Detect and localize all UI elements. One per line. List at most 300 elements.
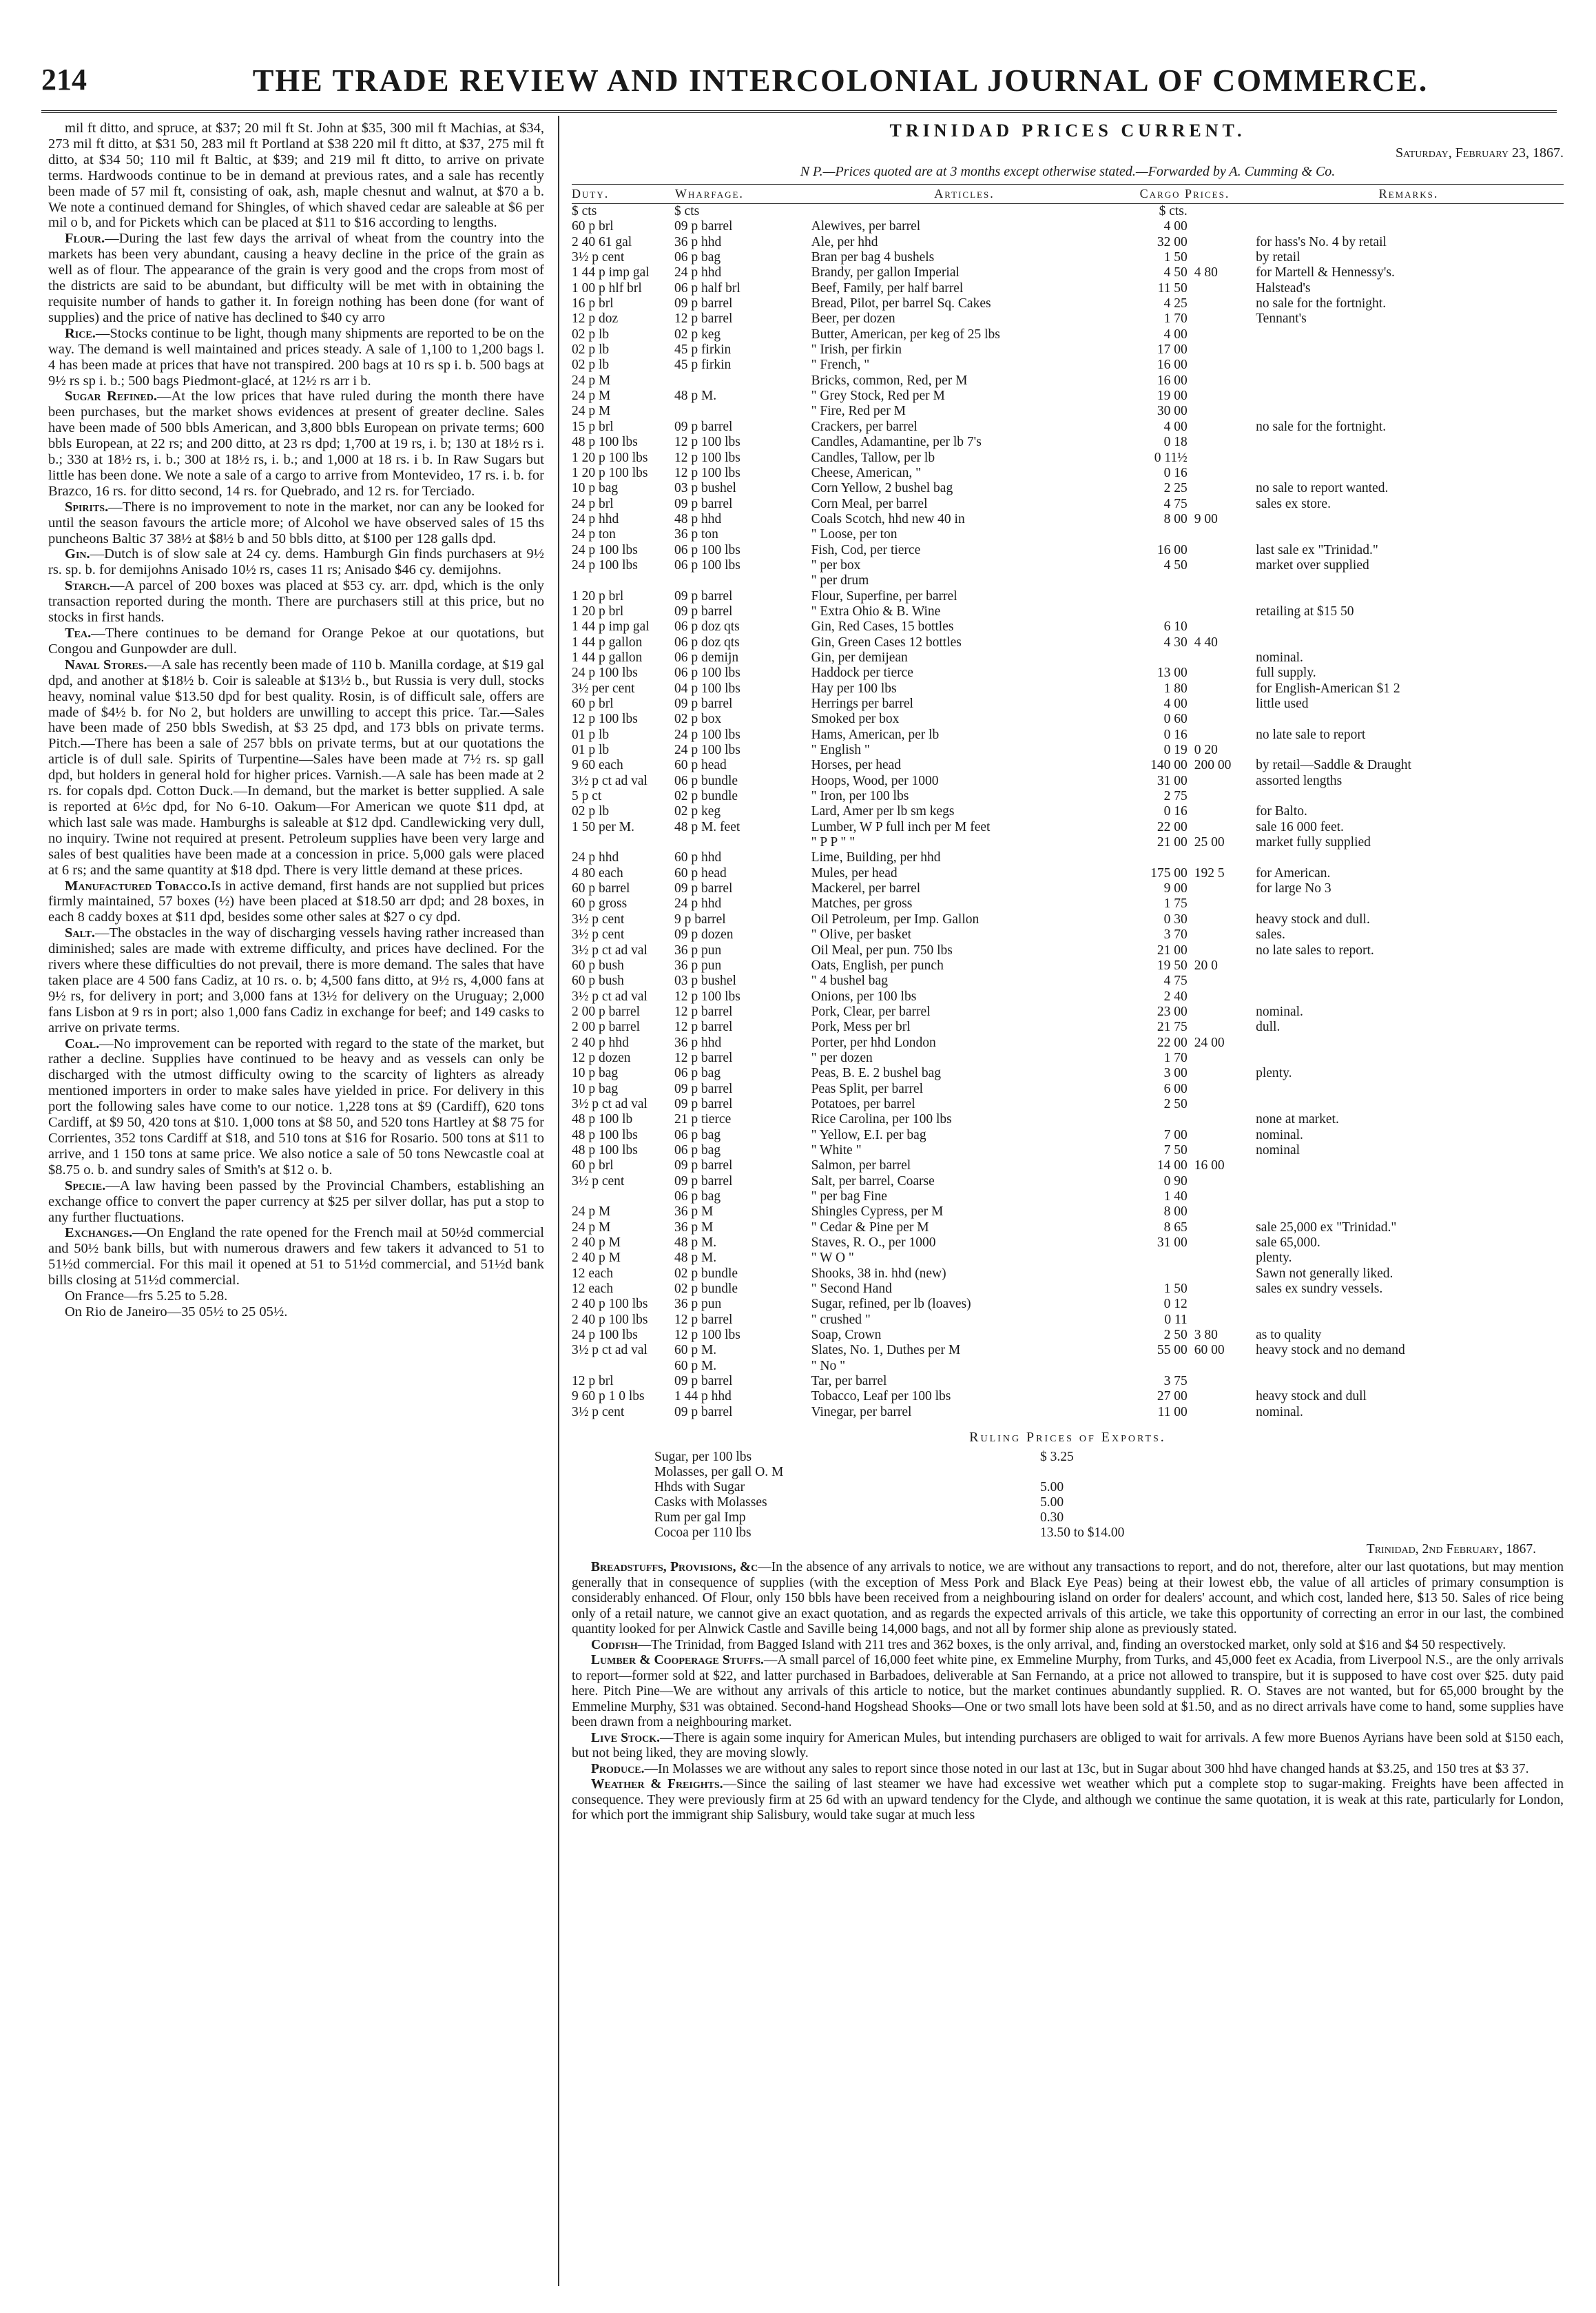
duty-cell: 24 p M	[572, 1204, 611, 1220]
duty-cell: 2 40 p hhd	[572, 1035, 629, 1050]
article-cell: Oats, English, per punch	[811, 958, 944, 973]
remarks-cell: sale 16 000 feet.	[1256, 819, 1344, 834]
remarks-cell	[1256, 1204, 1564, 1220]
cargo-price-cell: 4 30	[1163, 635, 1188, 650]
table-row	[572, 681, 1564, 697]
remarks-cell: last sale ex "Trinidad."	[1256, 542, 1378, 557]
remarks-cell	[1256, 712, 1564, 727]
paragraph-lead: Lumber & Cooperage Stuffs.	[591, 1653, 764, 1668]
wharfage-cell: 60 p hhd	[674, 850, 722, 865]
article-cell: Fish, Cod, per tierce	[811, 542, 921, 557]
wharfage-cell: 09 p barrel	[674, 219, 733, 234]
wharfage-cell: 36 p M	[674, 1220, 714, 1235]
table-row	[572, 666, 1564, 681]
remarks-cell	[1256, 451, 1564, 466]
wharfage-cell: 12 p 100 lbs	[674, 450, 740, 465]
paragraph-text: —A law having been passed by the Provincial Chambers, establishing an exchange office to convert the paper currency at $25 per silver dollar, has put a stop to any further fluctuations.	[48, 1178, 544, 1225]
wharfage-cell: 06 p bag	[674, 1142, 721, 1158]
remarks-cell: full supply.	[1256, 666, 1316, 681]
cargo-price-high-cell	[1194, 1389, 1256, 1404]
paragraph-lead: Specie.	[65, 1178, 106, 1193]
cargo-price-high-cell	[1194, 820, 1256, 835]
article-cell: Shingles Cypress, per M	[811, 1204, 944, 1220]
remarks-cell	[1256, 1158, 1564, 1173]
cargo-price-cell	[1112, 573, 1194, 588]
wharfage-cell: 09 p barrel	[674, 1173, 733, 1189]
remarks-cell: nominal	[1256, 1142, 1300, 1158]
cargo-price-cell	[1112, 604, 1194, 619]
duty-cell: 10 p bag	[572, 481, 619, 496]
cargo-price-cell: 1 70	[1163, 1050, 1188, 1065]
remarks-cell: sale 25,000 ex "Trinidad."	[1256, 1220, 1397, 1235]
remarks-cell	[1256, 1097, 1564, 1112]
cargo-price-high-cell: 200 00	[1194, 758, 1232, 773]
export-price-row	[654, 1510, 1564, 1525]
duty-cell: 01 p lb	[572, 727, 610, 742]
cargo-price-cell: 4 00	[1163, 327, 1188, 342]
cargo-price-cell: 55 00	[1157, 1343, 1188, 1358]
table-row	[572, 1082, 1564, 1097]
article-cell: Potatoes, per barrel	[811, 1096, 915, 1111]
prices-current-date: Saturday, February 23, 1867.	[1396, 145, 1564, 161]
unit-wharfage: $ cts	[674, 204, 700, 218]
duty-cell: 2 40 p M	[572, 1235, 621, 1251]
table-row	[572, 743, 1564, 758]
article-cell: Bricks, common, Red, per M	[811, 373, 968, 388]
table-row	[572, 650, 1564, 666]
duty-cell: 3½ p ct ad val	[572, 989, 647, 1004]
wharfage-cell: 24 p 100 lbs	[674, 743, 740, 758]
article-cell: Cheese, American, "	[811, 465, 922, 480]
article-cell: " Loose, per ton	[811, 527, 898, 542]
article-cell: " P P " "	[811, 835, 856, 850]
cargo-price-cell: 6 00	[1163, 1081, 1188, 1096]
paragraph-lead: Coal.	[65, 1036, 100, 1051]
article-cell: Pork, Mess per brl	[811, 1020, 911, 1035]
duty-cell: 2 00 p barrel	[572, 1020, 641, 1035]
table-row	[572, 1313, 1564, 1328]
table-row	[572, 1374, 1564, 1389]
duty-cell: 60 p bush	[572, 974, 624, 989]
cargo-price-high-cell	[1194, 681, 1256, 697]
table-row	[572, 373, 1564, 389]
paragraph-lead: Sugar Refined.	[65, 389, 157, 404]
duty-cell: 3½ per cent	[572, 681, 635, 696]
units-row	[572, 204, 1564, 219]
cargo-price-high-cell	[1194, 1128, 1256, 1143]
article-cell: " per drum	[811, 573, 869, 588]
cargo-price-cell: 3 00	[1163, 1066, 1188, 1081]
remarks-cell	[1256, 466, 1564, 481]
cargo-price-high-cell	[1194, 235, 1256, 250]
table-row	[572, 1389, 1564, 1404]
column-divider	[558, 116, 559, 2286]
cargo-price-cell: 16 00	[1157, 358, 1188, 373]
remarks-cell	[1256, 1189, 1564, 1204]
wharfage-cell: 06 p bag	[674, 250, 721, 265]
duty-cell: 1 00 p hlf brl	[572, 280, 642, 296]
cargo-price-cell: 11 50	[1157, 280, 1188, 296]
table-row	[572, 451, 1564, 466]
duty-cell: 12 each	[572, 1282, 614, 1297]
article-cell: Lime, Building, per hhd	[811, 850, 941, 865]
article-cell: Tobacco, Leaf per 100 lbs	[811, 1389, 951, 1404]
export-item: Molasses, per gall O. M	[654, 1465, 784, 1480]
article-cell: Hay per 100 lbs	[811, 681, 897, 696]
remarks-cell	[1256, 958, 1564, 974]
left-column-market-report	[48, 121, 544, 1320]
prices-table-body	[572, 219, 1564, 1420]
cargo-price-cell	[1112, 1251, 1194, 1266]
article-cell: " crushed "	[811, 1312, 871, 1327]
duty-cell: 24 p hhd	[572, 511, 619, 526]
cargo-price-cell: 0 16	[1163, 465, 1188, 480]
report-paragraph	[48, 326, 544, 389]
table-row	[572, 527, 1564, 542]
wharfage-cell: 12 p barrel	[674, 1050, 733, 1065]
cargo-price-cell: 16 00	[1157, 373, 1188, 388]
paragraph-lead: Salt.	[65, 925, 96, 941]
article-cell: Salmon, per barrel	[811, 1158, 911, 1173]
article-cell: Alewives, per barrel	[811, 219, 921, 234]
column-header-articles: Articles.	[934, 187, 995, 201]
duty-cell	[572, 1189, 674, 1204]
cargo-price-high-cell	[1194, 250, 1256, 265]
duty-cell: 1 50 per M.	[572, 819, 634, 834]
table-row	[572, 712, 1564, 727]
article-cell: Mules, per head	[811, 865, 898, 881]
table-row	[572, 1220, 1564, 1235]
wharfage-cell: 06 p doz qts	[674, 619, 740, 635]
wharfage-cell: 09 p barrel	[674, 296, 733, 311]
duty-cell: 3½ p cent	[572, 927, 625, 943]
prices-current-note: N P.—Prices quoted are at 3 months except otherwise stated.—Forwarded by A. Cumming & Co.	[800, 164, 1336, 179]
duty-cell: 2 40 61 gal	[572, 234, 632, 249]
export-price-row	[654, 1495, 1564, 1510]
remarks-cell: dull.	[1256, 1020, 1281, 1035]
paragraph-text: —The Trinidad, from Bagged Island with 211 tres and 362 boxes, is the only arrival, and, finding an overstocked market, only sold at $16 and $4 50 respectively.	[637, 1637, 1506, 1652]
column-header-duty: Duty.	[572, 187, 610, 201]
article-cell: Gin, per demijean	[811, 650, 908, 665]
cargo-price-high-cell	[1194, 1220, 1256, 1235]
cargo-price-high-cell: 20 0	[1194, 958, 1218, 973]
cargo-price-high-cell	[1194, 589, 1256, 604]
cargo-price-high-cell	[1194, 774, 1256, 789]
cargo-price-high-cell	[1194, 804, 1256, 819]
remarks-cell: no late sales to report.	[1256, 943, 1374, 958]
article-cell: Oil Petroleum, per Imp. Gallon	[811, 912, 980, 927]
cargo-price-high-cell	[1194, 311, 1256, 327]
wharfage-cell: 02 p keg	[674, 804, 721, 819]
duty-cell: 24 p brl	[572, 496, 614, 511]
duty-cell: 1 20 p 100 lbs	[572, 465, 648, 480]
cargo-price-cell: 175 00	[1150, 865, 1188, 881]
wharfage-cell: 06 p 100 lbs	[674, 666, 740, 681]
wharfage-cell: 60 p head	[674, 758, 727, 773]
remarks-cell	[1256, 1313, 1564, 1328]
remarks-cell: nominal.	[1256, 1404, 1303, 1419]
table-row	[572, 1097, 1564, 1112]
table-row	[572, 728, 1564, 743]
ruling-prices-list	[572, 1450, 1564, 1541]
export-price-row	[654, 1525, 1564, 1541]
unit-cargo: $ cts.	[1159, 204, 1188, 218]
remarks-cell	[1256, 435, 1564, 450]
cargo-price-cell: 0 60	[1163, 712, 1188, 727]
header-rule	[41, 110, 1557, 113]
paragraph-text: —Dutch is of slow sale at 24 cy. dems. Hamburgh Gin finds purchasers at 9½ rs. sp. b. for demijohns Anisado 10½ rs, cases 11 rs; Anisado $46 cy. demijohns.	[48, 546, 544, 578]
paragraph-lead: Produce.	[591, 1761, 645, 1776]
cargo-price-cell: 19 00	[1157, 389, 1188, 404]
duty-cell: 60 p brl	[572, 219, 614, 234]
table-row	[572, 1282, 1564, 1297]
cargo-price-cell: 4 50	[1163, 265, 1188, 280]
cargo-price-high-cell	[1194, 850, 1256, 865]
duty-cell: 12 p 100 lbs	[572, 712, 638, 727]
report-paragraph	[48, 500, 544, 547]
duty-cell	[572, 835, 674, 850]
cargo-price-cell: 140 00	[1150, 758, 1188, 773]
cargo-price-high-cell	[1194, 896, 1256, 912]
paragraph-lead: Gin.	[65, 546, 90, 562]
remarks-cell	[1256, 527, 1564, 542]
remarks-cell: assorted lengths	[1256, 773, 1343, 788]
cargo-price-high-cell: 3 80	[1194, 1328, 1218, 1343]
table-row	[572, 435, 1564, 450]
cargo-price-cell: 14 00	[1157, 1158, 1188, 1173]
table-row	[572, 989, 1564, 1005]
table-row	[572, 912, 1564, 927]
duty-cell	[572, 1359, 674, 1374]
table-row	[572, 1359, 1564, 1374]
wharfage-cell	[674, 835, 811, 850]
paragraph-lead: Weather & Freights.	[591, 1777, 723, 1792]
wharfage-cell: 12 p 100 lbs	[674, 435, 740, 450]
article-cell: Bread, Pilot, per barrel Sq. Cakes	[811, 296, 991, 311]
cargo-price-cell: 4 00	[1163, 419, 1188, 434]
table-row	[572, 927, 1564, 943]
cargo-price-cell	[1112, 1359, 1194, 1374]
duty-cell: 24 p 100 lbs	[572, 1328, 638, 1343]
export-price: 13.50 to $14.00	[1040, 1525, 1125, 1541]
cargo-price-high-cell	[1194, 1266, 1256, 1282]
paragraph-lead: Flour.	[65, 231, 105, 247]
table-row	[572, 512, 1564, 527]
cargo-price-high-cell: 4 40	[1194, 635, 1218, 650]
duty-cell: 3½ p cent	[572, 250, 625, 265]
article-cell: Lumber, W P full inch per M feet	[811, 819, 991, 834]
export-item: Hhds with Sugar	[654, 1480, 745, 1495]
wharfage-cell: 36 p hhd	[674, 1035, 722, 1050]
article-cell: Slates, No. 1, Duthes per M	[811, 1343, 961, 1358]
table-row	[572, 404, 1564, 419]
cargo-price-cell: 2 40	[1163, 989, 1188, 1004]
table-row	[572, 697, 1564, 712]
table-row	[572, 327, 1564, 342]
wharfage-cell: 09 p barrel	[674, 496, 733, 511]
wharfage-cell: 36 p ton	[674, 527, 718, 542]
cargo-price-cell: 0 11	[1164, 1312, 1188, 1327]
remarks-cell: heavy stock and dull	[1256, 1389, 1367, 1404]
article-cell: " per bag Fine	[811, 1189, 887, 1204]
cargo-price-cell: 7 00	[1163, 1127, 1188, 1142]
cargo-price-high-cell	[1194, 389, 1256, 404]
cargo-price-cell	[1112, 589, 1194, 604]
duty-cell: 24 p hhd	[572, 850, 619, 865]
cargo-price-high-cell	[1194, 943, 1256, 958]
duty-cell: 01 p lb	[572, 743, 610, 758]
remarks-cell: retailing at $15 50	[1256, 604, 1354, 619]
cargo-price-cell: 2 50	[1163, 1096, 1188, 1111]
export-price	[1040, 1465, 1219, 1480]
cargo-price-cell: 2 75	[1163, 789, 1188, 804]
remarks-cell: heavy stock and dull.	[1256, 912, 1370, 927]
article-cell: " Yellow, E.I. per bag	[811, 1127, 926, 1142]
cargo-price-high-cell	[1194, 912, 1256, 927]
cargo-price-high-cell	[1194, 1282, 1256, 1297]
wharfage-cell: 48 p M.	[674, 1251, 717, 1266]
wharfage-cell: 09 p barrel	[674, 1374, 733, 1389]
duty-cell: 48 p 100 lb	[572, 1112, 633, 1127]
report-paragraph	[48, 1288, 544, 1304]
wharfage-cell: 48 p hhd	[674, 511, 722, 526]
wharfage-cell: 36 p M	[674, 1204, 714, 1220]
cargo-price-high-cell	[1194, 1405, 1256, 1420]
wharfage-cell: 24 p hhd	[674, 896, 722, 912]
paragraph-text: On Rio de Janeiro—35 05½ to 25 05½.	[65, 1304, 288, 1319]
remarks-cell: nominal.	[1256, 1127, 1303, 1142]
remarks-cell	[1256, 850, 1564, 865]
wharfage-cell: 02 p box	[674, 712, 722, 727]
article-cell: " Extra Ohio & B. Wine	[811, 604, 941, 619]
duty-cell: 60 p bush	[572, 958, 624, 973]
cargo-price-high-cell	[1194, 435, 1256, 450]
duty-cell: 60 p brl	[572, 1158, 614, 1173]
wharfage-cell: 06 p bag	[674, 1189, 721, 1204]
article-cell: Mackerel, per barrel	[811, 881, 921, 896]
table-row	[572, 573, 1564, 588]
duty-cell: 24 p M	[572, 1220, 611, 1235]
table-row	[572, 604, 1564, 619]
remarks-cell	[1256, 404, 1564, 419]
paragraph-text: On France—frs 5.25 to 5.28.	[65, 1288, 228, 1304]
column-header-cargo-prices: Cargo Prices.	[1139, 187, 1230, 201]
wharfage-cell: 02 p bundle	[674, 789, 738, 804]
article-cell: Tar, per barrel	[811, 1374, 887, 1389]
report-paragraph	[48, 878, 544, 926]
table-row	[572, 420, 1564, 435]
table-row	[572, 1128, 1564, 1143]
duty-cell: 3½ p cent	[572, 912, 625, 927]
wharfage-cell: 04 p 100 lbs	[674, 681, 740, 696]
duty-cell: 15 p brl	[572, 419, 614, 434]
cargo-price-cell: 31 00	[1157, 1235, 1188, 1251]
remarks-cell	[1256, 512, 1564, 527]
cargo-price-high-cell	[1194, 1097, 1256, 1112]
duty-cell	[572, 573, 674, 588]
cargo-price-high-cell: 192 5	[1194, 865, 1225, 881]
cargo-price-high-cell: 24 00	[1194, 1035, 1225, 1050]
cargo-price-cell: 17 00	[1157, 342, 1188, 358]
cargo-price-high-cell	[1194, 989, 1256, 1005]
duty-cell: 2 00 p barrel	[572, 1004, 641, 1019]
article-cell: " No "	[811, 1358, 846, 1373]
cargo-price-high-cell	[1194, 327, 1256, 342]
paragraph-text: —In Molasses we are without any sales to report since those noted in our last at 13c, but in Sugar about 300 hhd have changed hands at $3.25, and 150 tres at $3 37.	[644, 1761, 1529, 1776]
report-paragraph	[48, 546, 544, 578]
article-cell: Candles, Adamantine, per lb 7's	[811, 435, 982, 450]
paragraph-text: —The obstacles in the way of discharging vessels having rather increased than diminished; sales are made with extreme difficulty, and prices have declined. For the rivers where these difficulties do not prevail, there is more demand. The sales that have taken place are 4 500 fans Cadiz, at 10 rs. o. b; 4,500 fans ditto, at 9½ rs, 4,000 fans at 9½ rs, for delivery in port; and 3,000 fans at 13½ for delivery on the Uruguay; 2,000 fans Lisbon at 9 rs in port; also 1,000 fans Cadiz in exchange for beef; and 149 casks to arrive on private terms.	[48, 925, 544, 1036]
cargo-price-cell: 32 00	[1157, 234, 1188, 249]
report-paragraph	[48, 1225, 544, 1288]
paragraph-text: —In the absence of any arrivals to notice, we are without any transactions to report, and do not, therefore, alter our last quotations, but may mention generally that in consequence of supplies (with the exception of Mess Pork and Black Eye Peas) being at their lowest ebb, the value of all articles of primary consumption is considerably enhanced. Of Flour, only 150 bbls have been received from a neighbouring island on order for dealers' account, and which cost, landed here, $13 50. Sales of rice being only of a retail nature, we cannot give an exact quotation, and as regards the expected arrivals of this article, we take this opportunity of correcting an error in our last, the combined quantity looked for per Alnwick Castle and Saville being 14,000 bags, and not all by former ship alone as previously stated.	[572, 1560, 1564, 1637]
wharfage-cell: 09 p barrel	[674, 1081, 733, 1096]
wharfage-cell: 45 p firkin	[674, 358, 732, 373]
commentary-paragraph	[572, 1653, 1564, 1731]
paragraph-text: —Since the sailing of last steamer we have had excessive wet weather which put a complete stop to sugar-making. Freights have been affected in consequence. They were previously firm at 25 6d with an upward tendency for the Clyde, and although we continue the same quotation, it is weak at this rate, particularly for London, for which port the immigrant ship Salisbury, would take sugar at much less	[572, 1777, 1564, 1823]
table-row	[572, 1020, 1564, 1035]
cargo-price-high-cell	[1194, 619, 1256, 635]
wharfage-cell: 12 p barrel	[674, 311, 733, 327]
remarks-cell: by retail	[1256, 250, 1300, 265]
wharfage-cell: 09 p barrel	[674, 588, 733, 604]
wharfage-cell: 06 p bundle	[674, 773, 738, 788]
duty-cell: 12 p brl	[572, 1374, 614, 1389]
remarks-cell: sales ex store.	[1256, 496, 1331, 511]
cargo-price-cell: 22 00	[1157, 819, 1188, 834]
duty-cell: 2 40 p 100 lbs	[572, 1312, 648, 1327]
cargo-price-high-cell	[1194, 296, 1256, 311]
remarks-cell: no sale for the fortnight.	[1256, 296, 1387, 311]
cargo-price-cell: 0 11½	[1154, 450, 1188, 465]
cargo-price-cell: 3 70	[1163, 927, 1188, 943]
remarks-cell	[1256, 1374, 1564, 1389]
cargo-price-cell	[1112, 527, 1194, 542]
cargo-price-high-cell	[1194, 789, 1256, 804]
remarks-cell: for Martell & Hennessy's.	[1256, 265, 1395, 280]
cargo-price-high-cell	[1194, 404, 1256, 419]
cargo-price-high-cell	[1194, 697, 1256, 712]
duty-cell: 24 p 100 lbs	[572, 542, 638, 557]
article-cell: Matches, per gross	[811, 896, 913, 912]
duty-cell: 48 p 100 lbs	[572, 435, 638, 450]
report-paragraph	[48, 1178, 544, 1226]
table-row	[572, 1297, 1564, 1312]
ruling-prices-title: Ruling Prices of Exports.	[969, 1430, 1166, 1446]
report-paragraph	[48, 1304, 544, 1320]
article-cell: " 4 bushel bag	[811, 974, 888, 989]
export-price-row	[654, 1465, 1564, 1480]
wharfage-cell: 48 p M.	[674, 1235, 717, 1251]
cargo-price-cell: 0 12	[1163, 1297, 1188, 1312]
cargo-price-high-cell	[1194, 728, 1256, 743]
article-cell: " Irish, per firkin	[811, 342, 902, 358]
paragraph-text: —During the last few days the arrival of wheat from the country into the markets has been very abundant, causing a heavy decline in the price of the grain as well as of flour. The appearance of the grain is very good and the crops from most of the districts are said to be abundant, but difficulty will be met with in obtaining the requisite number of hands to gather it. In foreign nothing has been done (for want of supplies) and the price of native has declined to $40 cy arro	[48, 231, 544, 325]
remarks-cell	[1256, 1082, 1564, 1097]
cargo-price-cell: 21 00	[1157, 943, 1188, 958]
table-row	[572, 1405, 1564, 1420]
table-row	[572, 389, 1564, 404]
export-item: Rum per gal Imp	[654, 1510, 746, 1525]
table-row	[572, 774, 1564, 789]
table-row	[572, 558, 1564, 573]
prices-current-title: TRINIDAD PRICES CURRENT.	[889, 121, 1246, 141]
commentary-paragraph	[572, 1638, 1564, 1654]
remarks-cell: sales.	[1256, 927, 1285, 943]
duty-cell: 48 p 100 lbs	[572, 1127, 638, 1142]
wharfage-cell: 48 p M. feet	[674, 819, 740, 834]
wharfage-cell: 09 p barrel	[674, 697, 733, 711]
